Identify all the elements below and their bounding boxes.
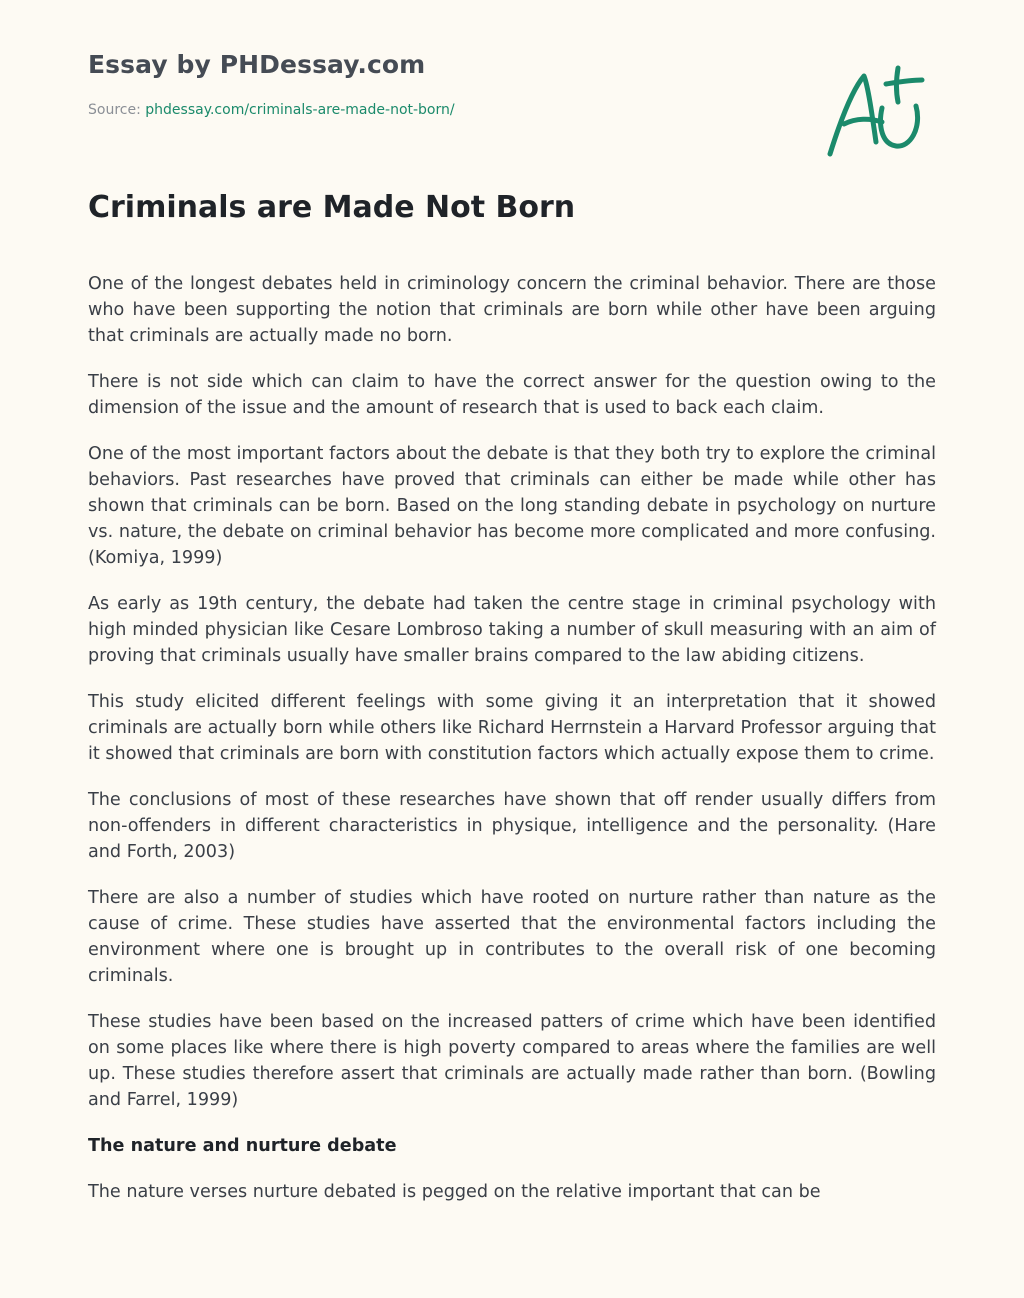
paragraph: The conclusions of most of these researches have shown that off render usually differs from non-offenders in different characteristics in physique, intelligence and the personality. (Hare and Forth, 2003) — [88, 790, 936, 862]
paragraph: This study elicited different feelings with some giving it an interpretation that it showed criminals are actually born while others like Richard Herrnstein a Harvard Professor arguing that it showed that criminals are born with constitution factors which actually expose them to crime. — [88, 692, 936, 764]
paragraph: One of the most important factors about the debate is that they both try to explore the criminal behaviors. Past researches have proved that criminals can either be made while other has shown that criminals can be born. Based on the long standing debate in psychology on nurture vs. nature, the debate on criminal behavior has become more complicated and more confusing. (Komiya, 1999) — [88, 444, 936, 568]
site-title: Essay by PHDessay.com — [88, 50, 426, 79]
document-title: Criminals are Made Not Born — [88, 190, 576, 225]
source-label: Source: — [88, 102, 141, 118]
section-heading: The nature and nurture debate — [88, 1136, 397, 1156]
paragraph: The nature verses nurture debated is pegged on the relative important that can be — [88, 1182, 821, 1202]
a-plus-logo-icon — [818, 62, 930, 162]
paragraph: There is not side which can claim to have the correct answer for the question owing to the dimension of the issue and the amount of research that is used to back each claim. — [88, 372, 936, 418]
essay-body — [88, 271, 936, 1225]
paragraph: There are also a number of studies which have rooted on nurture rather than nature as the cause of crime. These studies have asserted that the environmental factors including the environment where one is brought up in contributes to the overall risk of one becoming criminals. — [88, 888, 936, 986]
paragraph: One of the longest debates held in criminology concern the criminal behavior. There are those who have been supporting the notion that criminals are born while other have been arguing that criminals are actually made no born. — [88, 274, 936, 346]
source-line — [88, 102, 455, 118]
source-link[interactable]: phdessay.com/criminals-are-made-not-born/ — [145, 102, 455, 118]
paragraph: As early as 19th century, the debate had taken the centre stage in criminal psychology with high minded physician like Cesare Lombroso taking a number of skull measuring with an aim of proving that criminals usually have smaller brains compared to the law abiding citizens. — [88, 594, 936, 666]
paragraph: These studies have been based on the increased patters of crime which have been identified on some places like where there is high poverty compared to areas where the families are well up. These studies therefore assert that criminals are actually made rather than born. (Bowling and Farrel, 1999) — [88, 1012, 936, 1110]
